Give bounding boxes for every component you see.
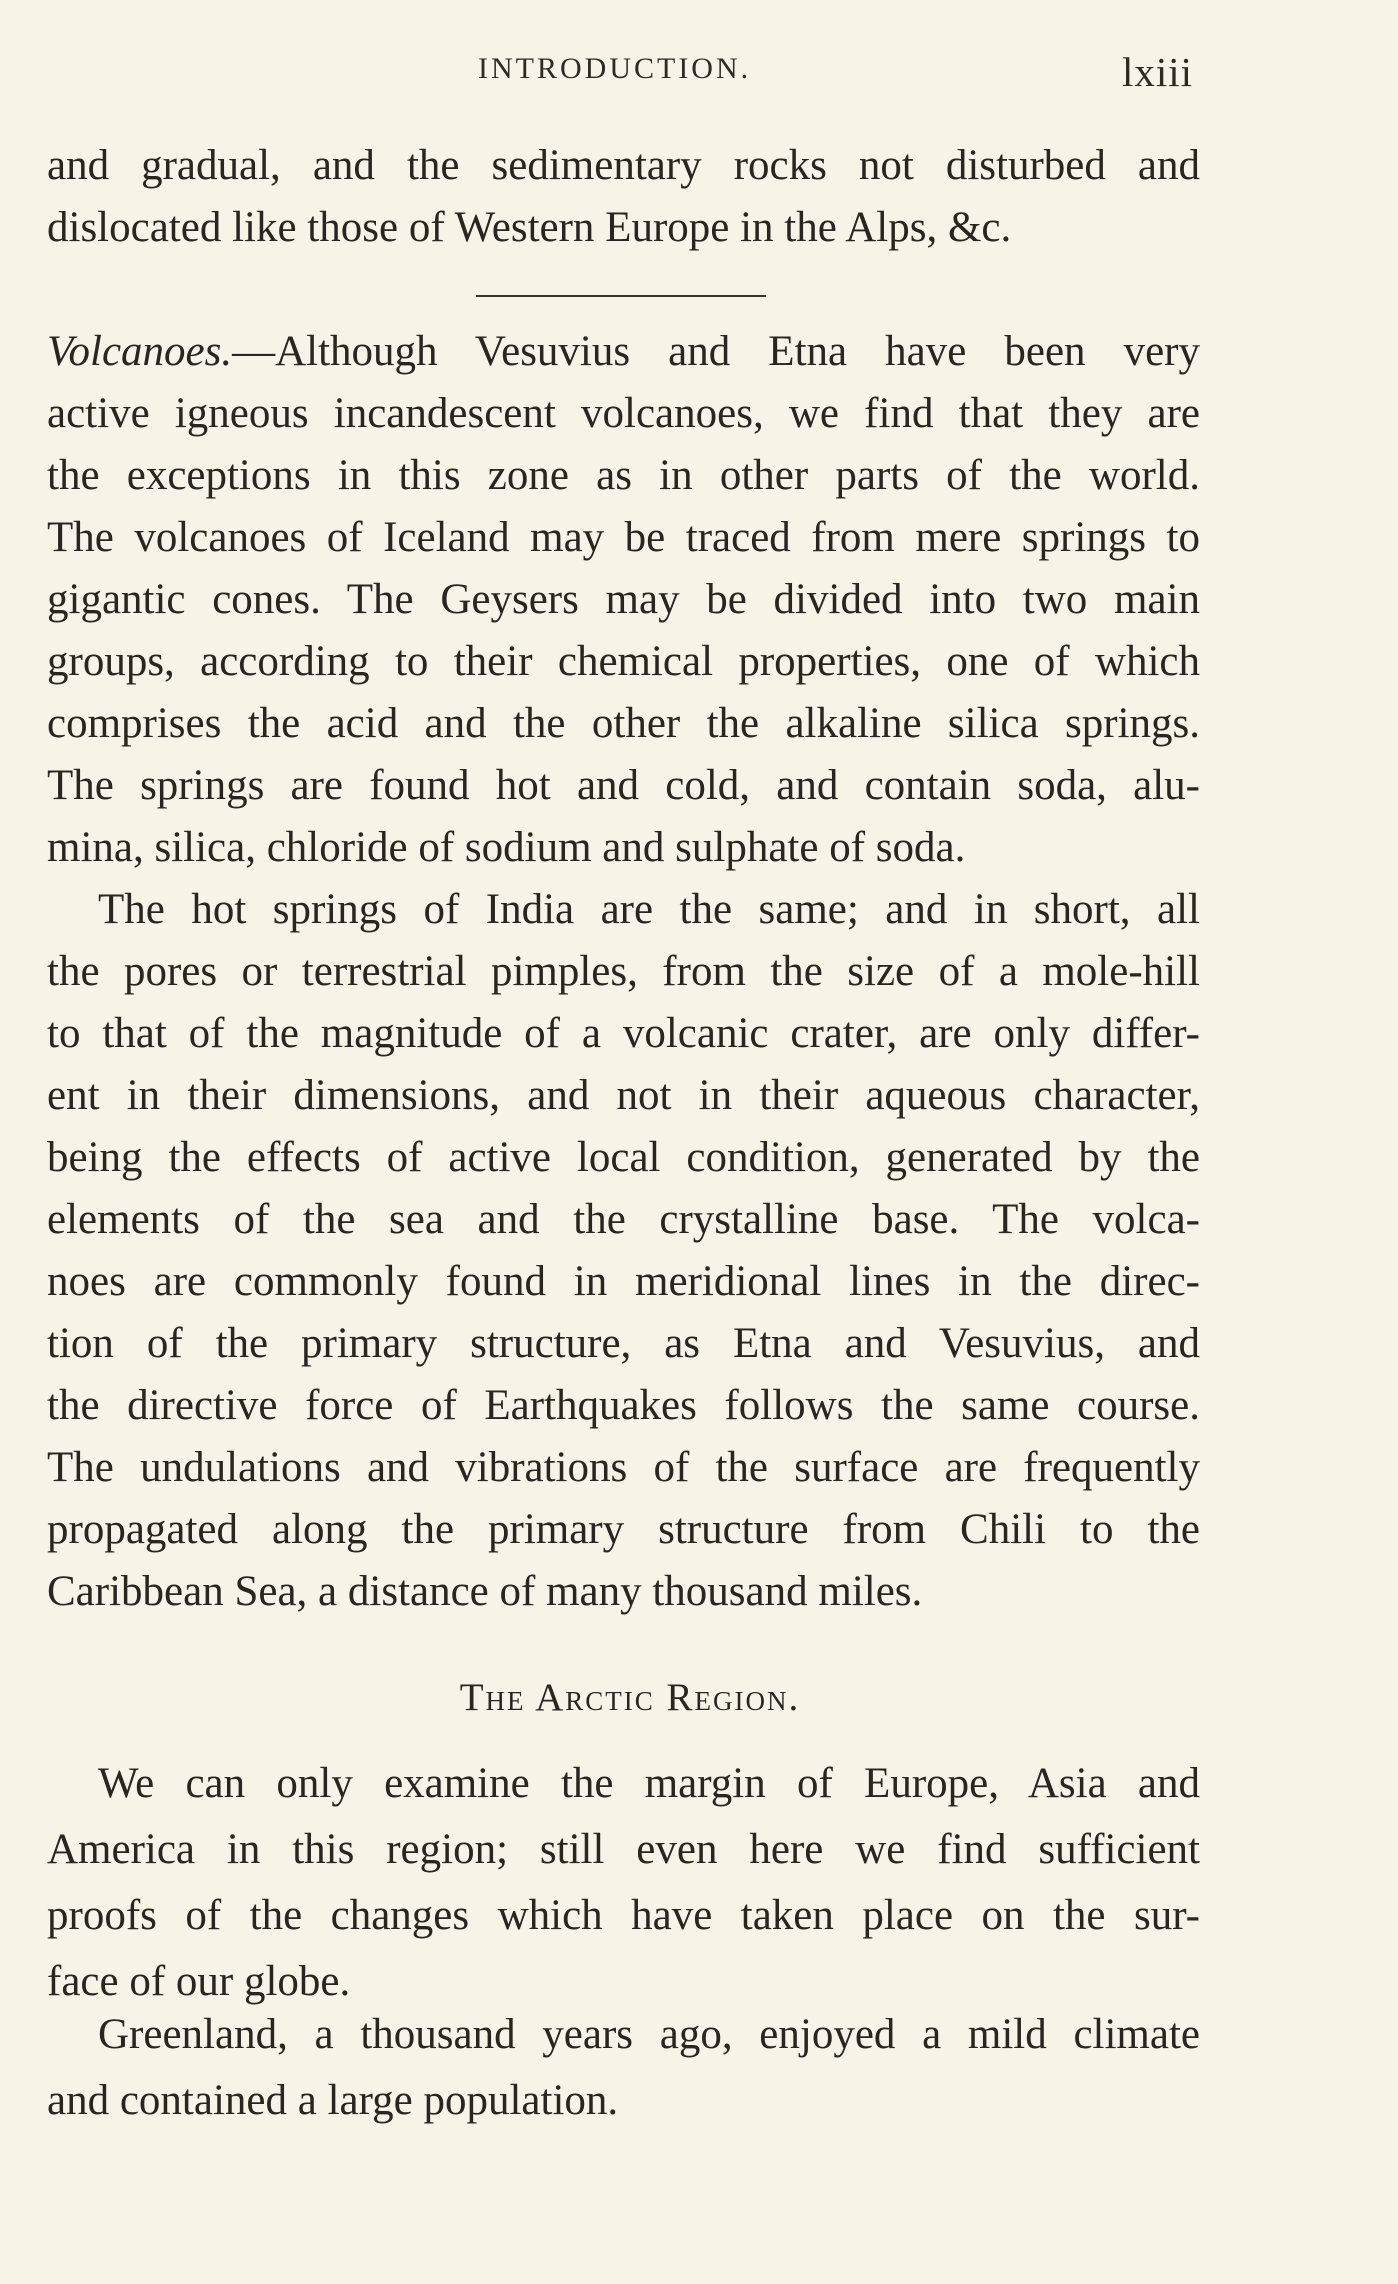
paragraph-hot-springs [47, 879, 1200, 1623]
text-line: ent in their dimensions, and not in their aqueous character, [47, 1072, 1200, 1119]
text-line: We can only examine the margin of Europe, Asia and [98, 1760, 1200, 1807]
text-line: The hot springs of India are the same; and in short, all [98, 886, 1200, 933]
text-line: elements of the sea and the crystalline base. The volca- [47, 1196, 1200, 1243]
section-divider-rule [476, 295, 766, 297]
text-line: and contained a large population. [47, 2077, 619, 2124]
text-line: and gradual, and the sedimentary rocks not disturbed and [47, 142, 1200, 189]
text-line: tion of the primary structure, as Etna and Vesuvius, and [47, 1320, 1200, 1367]
text-line: the exceptions in this zone as in other parts of the world. [47, 452, 1200, 499]
text-line: Greenland, a thousand years ago, enjoyed a mild climate [98, 2011, 1200, 2058]
text-line: noes are commonly found in meridional lines in the direc- [47, 1258, 1200, 1305]
text-line: The volcanoes of Iceland may be traced from mere springs to [47, 514, 1200, 561]
text-line: to that of the magnitude of a volcanic crater, are only differ- [47, 1010, 1200, 1057]
paragraph-arctic-margin [47, 1751, 1200, 2015]
text-line: The springs are found hot and cold, and contain soda, alu- [47, 762, 1200, 809]
text-line: dislocated like those of Western Europe in the Alps, &c. [47, 204, 1012, 251]
text-line: being the effects of active local condition, generated by the [47, 1134, 1200, 1181]
paragraph-greenland [47, 2002, 1200, 2134]
section-heading-text: The Arctic Region. [459, 1676, 801, 1719]
text-line: groups, according to their chemical properties, one of which [47, 638, 1200, 685]
paragraph-continuation [47, 135, 1200, 259]
text-line: face of our globe. [47, 1958, 351, 2005]
text-line: America in this region; still even here we find sufficient [47, 1826, 1200, 1873]
text-run: —Although Vesuvius and Etna have been very [232, 328, 1200, 375]
text-line: the directive force of Earthquakes follows the same course. [47, 1382, 1200, 1429]
text-line: the pores or terrestrial pimples, from the size of a mole-hill [47, 948, 1200, 995]
page-number: lxiii [1122, 49, 1194, 95]
text-line: Caribbean Sea, a distance of many thousand miles. [47, 1568, 923, 1615]
text-line [47, 321, 1200, 383]
text-line: propagated along the primary structure from Chili to the [47, 1506, 1200, 1553]
text-line: gigantic cones. The Geysers may be divided into two main [47, 576, 1200, 623]
text-line: proofs of the changes which have taken place on the sur- [47, 1892, 1200, 1939]
run-in-heading: Volcanoes. [47, 328, 233, 375]
text-line: comprises the acid and the other the alkaline silica springs. [47, 700, 1200, 747]
text-line: active igneous incandescent volcanoes, we find that they are [47, 390, 1200, 437]
paragraph-volcanoes [47, 321, 1200, 879]
running-head [0, 49, 1398, 95]
text-line: mina, silica, chloride of sodium and sulphate of soda. [47, 824, 966, 871]
text-line: The undulations and vibrations of the surface are frequently [47, 1444, 1200, 1491]
section-heading [0, 1675, 1260, 1720]
running-title: INTRODUCTION. [478, 52, 752, 85]
